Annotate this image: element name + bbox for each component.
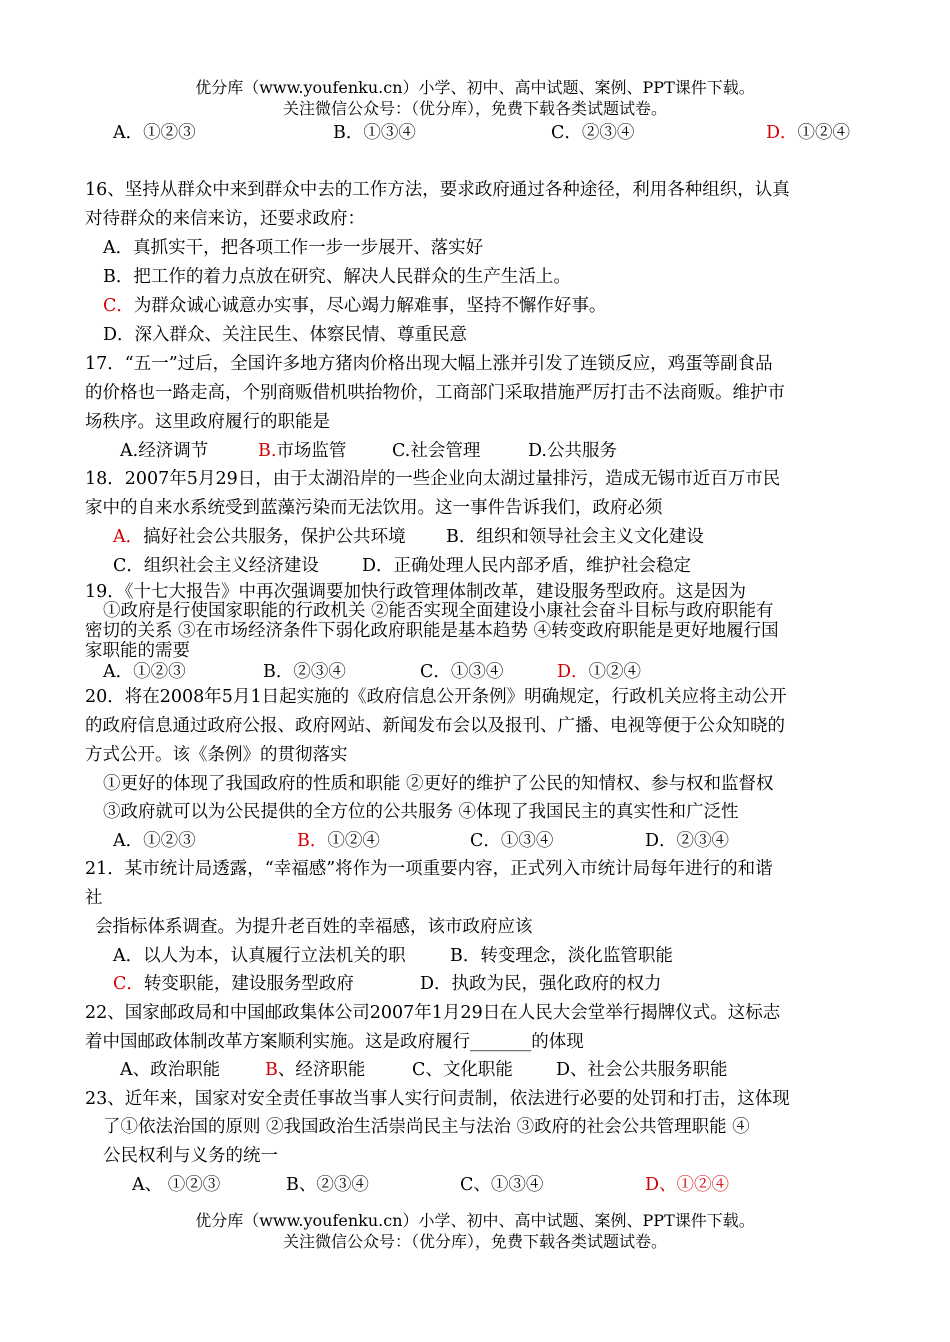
answer-marker: B． <box>297 831 328 851</box>
statement-list: 密切的关系 ③在市场经济条件下弱化政府职能是基本趋势 ④转变政府职能是更好地履行国 <box>85 621 779 641</box>
option-c: C、文化职能 <box>412 1060 513 1080</box>
option-d: D.公共服务 <box>528 441 617 461</box>
answer-marker: D． <box>766 123 798 143</box>
question-stem: 家中的自来水系统受到蓝藻污染而无法饮用。这一事件告诉我们，政府必须 <box>85 498 663 518</box>
option-a: A、 ①②③ <box>132 1175 221 1195</box>
option-b: B、经济职能 <box>265 1060 366 1080</box>
question-stem: 对待群众的来信来访，还要求政府： <box>85 209 365 229</box>
answer-marker: D． <box>557 662 589 682</box>
option-d: D、①②④ <box>645 1175 730 1195</box>
question-stem: 20．将在2008年5月1日起实施的《政府信息公开条例》明确规定，行政机关应将主动公开 <box>85 687 787 707</box>
statement-list: ①更好的体现了我国政府的性质和职能 ②更好的维护了公民的知情权、参与权和监督权 <box>103 774 774 794</box>
question-stem: 了①依法治国的原则 ②我国政治生活崇尚民主与法治 ③政府的社会公共管理职能 ④ <box>103 1117 750 1137</box>
question-stem: 公民权利与义务的统一 <box>103 1146 278 1166</box>
option-b: B．把工作的着力点放在研究、解决人民群众的生产生活上。 <box>103 267 571 287</box>
option-d: D、社会公共服务职能 <box>556 1060 728 1080</box>
option-c: C．组织社会主义经济建设 <box>113 556 319 576</box>
option-b: B、②③④ <box>286 1175 369 1195</box>
header-line-2: 关注微信公众号：（优分库），免费下载各类试题试卷。 <box>282 99 667 118</box>
option-b: B．①③④ <box>333 123 416 143</box>
option-a: A．真抓实干，把各项工作一步一步展开、落实好 <box>103 238 484 258</box>
option-d: D．①②④ <box>557 662 642 682</box>
question-stem: 社 <box>85 888 103 908</box>
question-stem: 21．某市统计局透露，“幸福感”将作为一项重要内容，正式列入市统计局每年进行的和谐 <box>85 859 773 879</box>
option-b: B．①②④ <box>297 831 380 851</box>
question-stem: 方式公开。该《条例》的贯彻落实 <box>85 745 348 765</box>
option-c: C．①③④ <box>470 831 554 851</box>
option-a: A．①②③ <box>113 831 196 851</box>
option-d: D．正确处理人民内部矛盾，维护社会稳定 <box>362 556 692 576</box>
option-a: A．以人为本，认真履行立法机关的职 <box>113 946 406 966</box>
question-stem: 23、近年来，国家对安全责任事故当事人实行问责制，依法进行必要的处罚和打击，这体现 <box>85 1089 790 1109</box>
option-c: C．②③④ <box>551 123 635 143</box>
option-b: B．组织和领导社会主义文化建设 <box>446 527 704 547</box>
answer-marker: C． <box>103 296 134 316</box>
answer-marker: A． <box>113 527 144 547</box>
option-c: C．为群众诚心诚意办实事，尽心竭力解难事，坚持不懈作好事。 <box>103 296 607 316</box>
question-stem: 着中国邮政体制改革方案顺利实施。这是政府履行_______的体现 <box>85 1032 584 1052</box>
footer-line-1: 优分库（www.youfenku.cn）小学、初中、高中试题、案例、PPT课件下载。 <box>195 1211 755 1230</box>
option-d: D．①②④ <box>766 123 851 143</box>
option-c: C、①③④ <box>460 1175 544 1195</box>
statement-list: 家职能的需要 <box>85 641 190 661</box>
option-c: C．转变职能，建设服务型政府 <box>113 974 354 994</box>
footer-line-2: 关注微信公众号：（优分库），免费下载各类试题试卷。 <box>282 1232 667 1251</box>
answer-marker: B <box>265 1060 278 1080</box>
option-a: A．①②③ <box>113 123 196 143</box>
option-d: D．深入群众、关注民生、体察民情、尊重民意 <box>103 325 468 345</box>
option-a: A．搞好社会公共服务，保护公共环境 <box>113 527 406 547</box>
question-stem: 的价格也一路走高，个别商贩借机哄抬物价，工商部门采取措施严厉打击不法商贩。维护市 <box>85 383 785 403</box>
option-b: B．转变理念，淡化监管职能 <box>450 946 673 966</box>
option-b: B.市场监管 <box>258 441 347 461</box>
question-stem: 场秩序。这里政府履行的职能是 <box>85 412 330 432</box>
option-a: A.经济调节 <box>120 441 209 461</box>
question-stem: 的政府信息通过政府公报、政府网站、新闻发布会以及报刊、广播、电视等便于公众知晓的 <box>85 716 785 736</box>
option-a: A、政治职能 <box>120 1060 221 1080</box>
option-c: C.社会管理 <box>392 441 481 461</box>
answer-marker: C． <box>113 974 144 994</box>
statement-list: ③政府就可以为公民提供的全方位的公共服务 ④体现了我国民主的真实性和广泛性 <box>103 802 739 822</box>
question-stem: 17．“五一”过后，全国许多地方猪肉价格出现大幅上涨并引发了连锁反应，鸡蛋等副食品 <box>85 354 773 374</box>
question-stem: 16、坚持从群众中来到群众中去的工作方法，要求政府通过各种途径，利用各种组织，认真 <box>85 180 790 200</box>
question-stem: 19．《十七大报告》中再次强调要加快行政管理体制改革，建设服务型政府。这是因为 <box>85 582 747 602</box>
question-stem: 会指标体系调查。为提升老百姓的幸福感，该市政府应该 <box>95 917 533 937</box>
header-line-1: 优分库（www.youfenku.cn）小学、初中、高中试题、案例、PPT课件下载。 <box>195 78 755 97</box>
answer-marker: B. <box>258 441 277 461</box>
option-a: A．①②③ <box>103 662 186 682</box>
question-stem: 18．2007年5月29日，由于太湖沿岸的一些企业向太湖过量排污，造成无锡市近百万市民 <box>85 469 781 489</box>
option-b: B．②③④ <box>263 662 346 682</box>
statement-list: ①政府是行使国家职能的行政机关 ②能否实现全面建设小康社会奋斗目标与政府职能有 <box>103 601 774 621</box>
option-d: D．执政为民，强化政府的权力 <box>420 974 662 994</box>
option-c: C．①③④ <box>420 662 504 682</box>
option-d: D．②③④ <box>645 831 730 851</box>
question-stem: 22、国家邮政局和中国邮政集体公司2007年1月29日在人民大会堂举行揭牌仪式。这标志 <box>85 1003 781 1023</box>
